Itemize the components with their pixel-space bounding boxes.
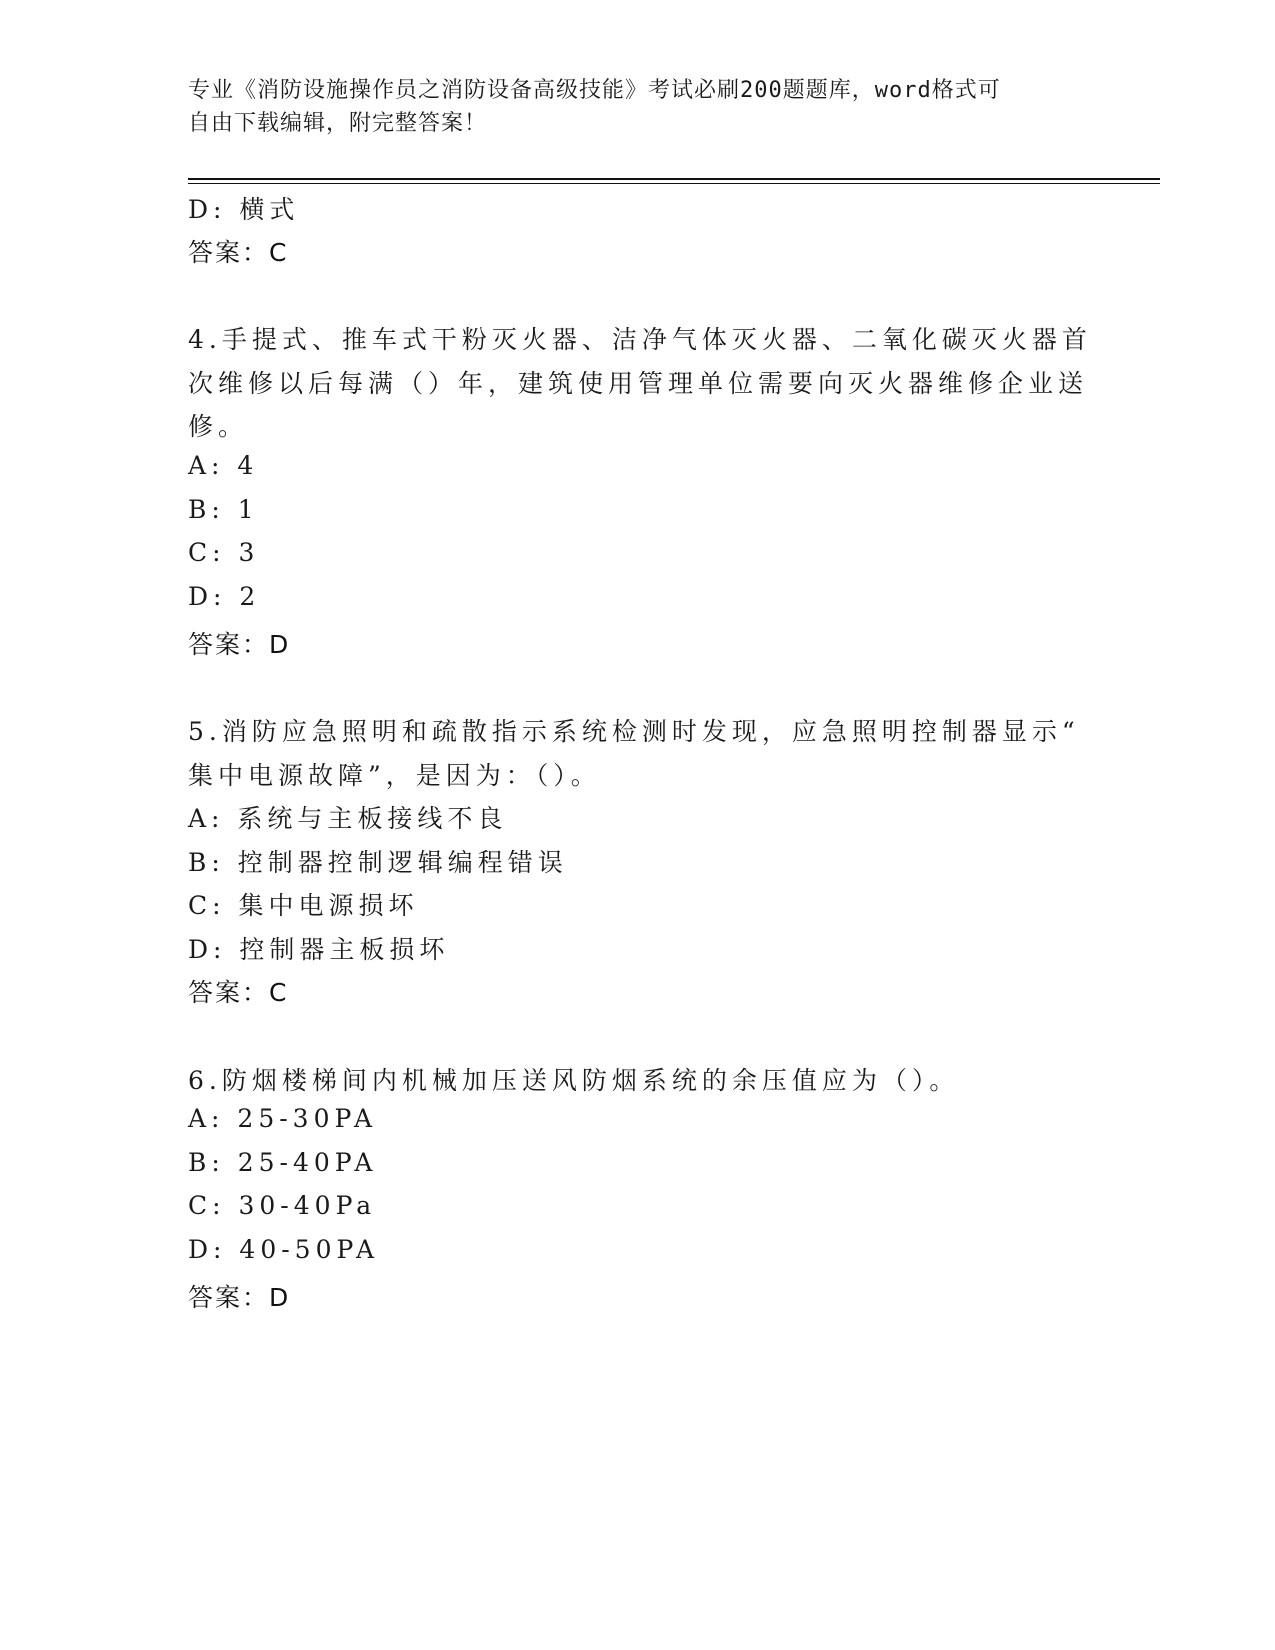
header-line-1: 专业《消防设施操作员之消防设备高级技能》考试必刷200题题库，word格式可 — [188, 78, 1001, 103]
question-4-stem-line-3: 修。 — [188, 412, 249, 441]
question-4-stem-line-1: 4.手提式、推车式干粉灭火器、洁净气体灭火器、二氧化碳灭火器首 — [188, 325, 1092, 354]
question-6-stem-line-1: 6.防烟楼梯间内机械加压送风防烟系统的余压值应为（）。 — [188, 1066, 960, 1095]
question-4-answer: 答案：D — [188, 630, 291, 659]
question-6-answer: 答案：D — [188, 1283, 291, 1312]
question-5-option-c: C: 集中电源损坏 — [188, 891, 419, 920]
question-4-option-d: D: 2 — [188, 582, 261, 611]
question-4-option-a: A: 4 — [188, 451, 259, 480]
question-4-option-b: B: 1 — [188, 495, 259, 524]
option-d: D: 横式 — [188, 195, 300, 224]
question-6-option-b: B: 25-40PA — [188, 1148, 378, 1177]
question-5-stem-line-2: 集中电源故障”，是因为：（）。 — [188, 761, 601, 790]
page-header — [188, 74, 1068, 140]
header-line-2: 自由下载编辑，附完整答案！ — [188, 111, 488, 136]
question-5-stem-line-1: 5.消防应急照明和疏散指示系统检测时发现，应急照明控制器显示“ — [188, 717, 1080, 746]
question-5-option-d: D: 控制器主板损坏 — [188, 935, 450, 964]
question-5-option-a: A: 系统与主板接线不良 — [188, 804, 508, 833]
header-divider — [188, 178, 1160, 180]
answer-line: 答案：C — [188, 238, 289, 267]
question-6-option-c: C: 30-40Pa — [188, 1191, 377, 1220]
question-4-stem-line-2: 次维修以后每满（）年，建筑使用管理单位需要向灭火器维修企业送 — [188, 369, 1089, 398]
question-4-option-c: C: 3 — [188, 538, 260, 567]
question-6-option-d: D: 40-50PA — [188, 1235, 380, 1264]
header-divider-thin — [188, 183, 1160, 184]
question-6-option-a: A: 25-30PA — [188, 1104, 378, 1133]
question-5-answer: 答案：C — [188, 978, 289, 1007]
question-5-option-b: B: 控制器控制逻辑编程错误 — [188, 848, 568, 877]
